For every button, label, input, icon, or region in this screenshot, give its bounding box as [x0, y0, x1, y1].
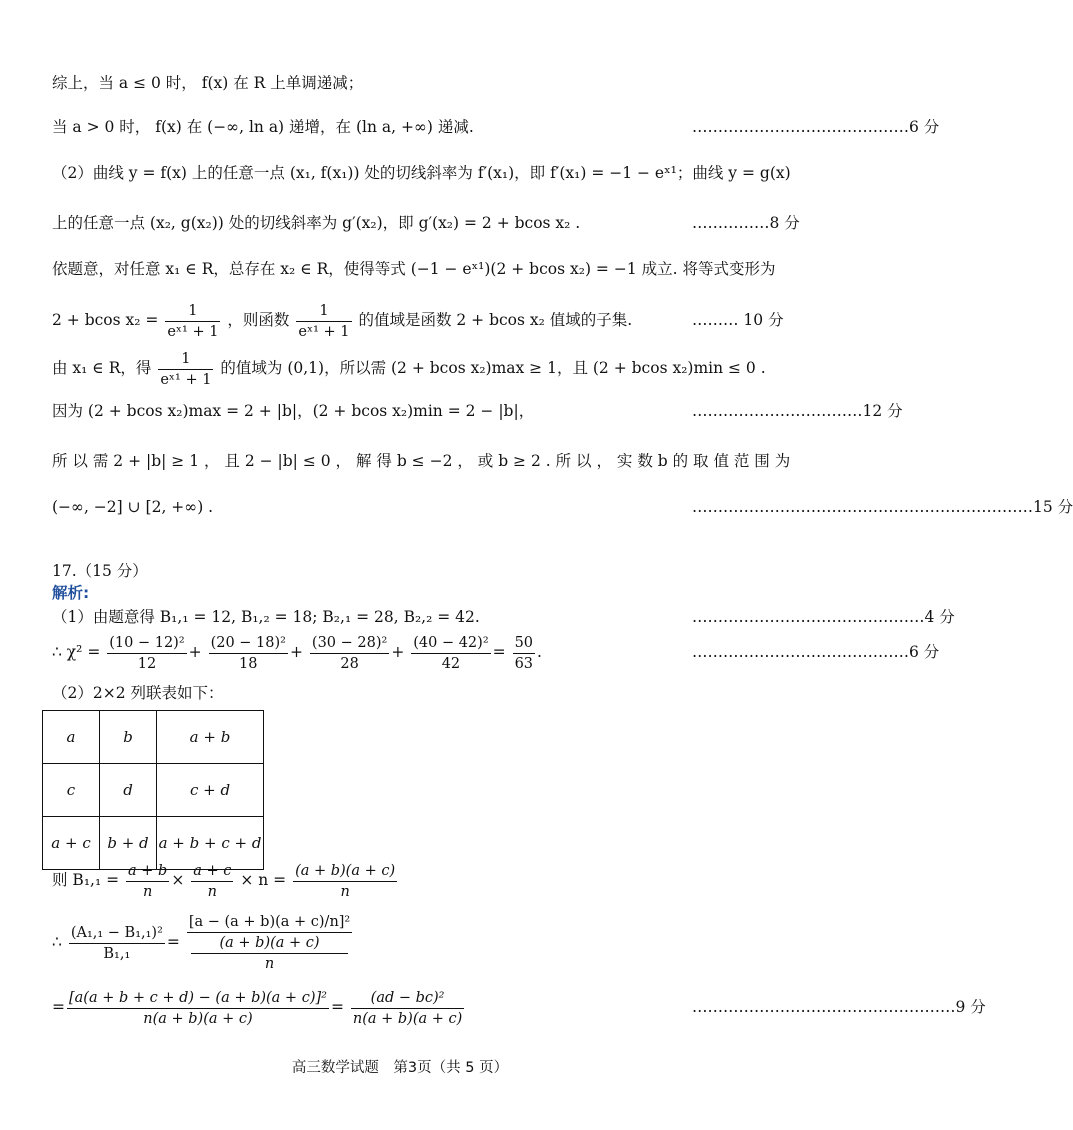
table-row — [43, 764, 264, 817]
frac-num: 1 — [158, 349, 213, 370]
frac-num: a + b — [126, 861, 169, 882]
line-condition: 依题意，对任意 x₁ ∈ R，总存在 x₂ ∈ R，使得等式 (−1 − eˣ¹)(2 + bcos x₂) = −1 成立. 将等式变形为 — [52, 260, 776, 278]
times-n: × n = — [240, 871, 287, 889]
table-cell: b — [100, 711, 157, 764]
line-part2-curve-g — [52, 212, 800, 234]
fraction-1-over-e-3 — [158, 349, 213, 390]
frac-den: eˣ¹ + 1 — [298, 323, 350, 340]
frac-num: (40 − 42)² — [411, 633, 490, 654]
frac-num: (20 − 18)² — [209, 633, 288, 654]
frac-num: (ad − bc)² — [351, 988, 464, 1009]
frac-num: [a(a + b + c + d) − (a + b)(a + c)]² — [67, 988, 329, 1009]
score-6b: ……………………………………6 分 — [692, 643, 940, 661]
frac-num: (A₁,₁ − B₁,₁)² — [69, 923, 165, 944]
line-b11: 则 B₁,₁ = $\frac{a + b}{n}$ × $\frac{a + c}{n}$ × n = $\frac{(a + b)(a + c)}{n}$ — [52, 862, 396, 900]
frac-den: 18 — [239, 655, 258, 672]
line-summary-a-positive — [52, 116, 940, 138]
table-cell: a — [43, 711, 100, 764]
line-mid: ，则函数 — [227, 311, 290, 329]
b11-frac-2 — [191, 861, 233, 902]
table-cell: c — [43, 764, 100, 817]
line-max-min — [52, 400, 903, 422]
ratio-frac — [69, 923, 165, 964]
line-range — [52, 346, 766, 390]
frac-den: B₁,₁ — [103, 945, 131, 962]
frac-num: a + c — [191, 861, 233, 882]
table-cell: d — [100, 764, 157, 817]
chi-term-2 — [209, 633, 288, 674]
frac-num: (10 − 12)² — [107, 633, 186, 654]
big-frac — [187, 912, 352, 974]
frac-num: [a − (a + b)(a + c)/n]² — [187, 912, 352, 933]
score-8: ……………8 分 — [692, 214, 800, 232]
analysis-label: 解析: — [52, 584, 90, 602]
frac-den: n(a + b)(a + c) — [352, 1010, 463, 1027]
line-17-part2: （2）2×2 列联表如下： — [52, 684, 224, 702]
frac-num: (30 − 28)² — [310, 633, 389, 654]
frac-den: n — [340, 883, 350, 900]
frac-den: n — [264, 956, 275, 972]
score-15: …………………………………………………………15 分 — [692, 498, 1073, 516]
frac-den: n — [207, 883, 217, 900]
question-17-header: 17.（15 分） — [52, 562, 148, 580]
frac-den: n(a + b)(a + c) — [143, 1010, 253, 1027]
table-cell: a + b + c + d — [157, 817, 264, 870]
table-cell: c + d — [157, 764, 264, 817]
chi-lhs: ∴ χ² = — [52, 643, 101, 661]
b11-result — [293, 861, 397, 902]
contingency-table — [42, 710, 264, 870]
fraction-1-over-e — [165, 301, 220, 342]
line-text: (−∞, −2] ∪ [2, +∞) . — [52, 498, 214, 516]
line-text: 当 a > 0 时， f(x) 在 (−∞, ln a) 递增，在 (ln a, +∞) 递减. — [52, 118, 474, 136]
line-text: （1）由题意得 B₁,₁ = 12, B₁,₂ = 18; B₂,₁ = 28, B₂,₂ = 42. — [52, 608, 480, 626]
score-4: ………………………………………4 分 — [692, 608, 955, 626]
fraction-1-over-e-2 — [296, 301, 351, 342]
frac-num: (a + b)(a + c) — [191, 933, 348, 954]
line-text: 上的任意一点 (x₂, g(x₂)) 处的切线斜率为 g′(x₂)，即 g′(x₂) = 2 + bcos x₂ . — [52, 214, 581, 232]
frac-den: 42 — [441, 655, 461, 672]
line-final: = $\frac{\text{[a(a + b + c + d) − (a + b)(a + c)]²}}{n(a + b)(a + c)}$ = $\frac{\text{(ad − bc)²}}{n(a + b)(a + c)}$ ……………………………………………9 分 — [52, 984, 466, 1030]
final-frac-1 — [67, 988, 329, 1029]
line-answer-range — [52, 496, 1073, 518]
line-text: 因为 (2 + bcos x₂)max = 2 + |b|，(2 + bcos x₂)min = 2 − |b|， — [52, 402, 535, 420]
frac-den: 12 — [137, 655, 157, 672]
frac-num: 1 — [296, 301, 351, 322]
ze-label: 则 B₁,₁ = — [52, 871, 120, 889]
line-part2-curve-f: （2）曲线 y = f(x) 上的任意一点 (x₁, f(x₁)) 处的切线斜率为 f′(x₁)，即 f′(x₁) = −1 − eˣ¹；曲线 y = g(x) — [52, 164, 791, 182]
table-row — [43, 711, 264, 764]
line-lhs: 2 + bcos x₂ = — [52, 311, 159, 329]
line-transform — [52, 298, 784, 342]
line-solve-b: 所 以 需 2 + |b| ≥ 1 ， 且 2 − |b| ≤ 0 ， 解 得 b ≤ −2 ， 或 b ≥ 2 . 所 以 ， 实 数 b 的 取 值 范 围 为 — [52, 452, 791, 470]
frac-num: 50 — [513, 633, 535, 654]
frac-den: eˣ¹ + 1 — [167, 323, 219, 340]
table-cell: a + c — [43, 817, 100, 870]
chi-term-3 — [310, 633, 389, 674]
line-summary-a-nonpositive: 综上，当 a ≤ 0 时， f(x) 在 R 上单调递减； — [52, 74, 364, 92]
line-17-part1 — [52, 606, 955, 628]
score-6: ……………………………………6 分 — [692, 118, 940, 136]
frac-num: (a + b)(a + c) — [293, 861, 397, 882]
table-cell: b + d — [100, 817, 157, 870]
frac-den: eˣ¹ + 1 — [160, 371, 212, 388]
chi-term-4 — [411, 633, 490, 674]
chi-result — [513, 633, 535, 674]
b11-frac-1 — [126, 861, 169, 902]
frac-den: 63 — [514, 655, 534, 672]
final-frac-2 — [351, 988, 464, 1029]
score-10: ……… 10 分 — [692, 311, 784, 329]
chi-term-1 — [107, 633, 186, 674]
frac-den: 28 — [340, 655, 359, 672]
frac-den: n — [143, 883, 153, 900]
inner-frac — [189, 933, 350, 974]
table-cell: a + b — [157, 711, 264, 764]
line-ratio: ∴ $\frac{\text{(A₁,₁ − B₁,₁)²}}{\text{B₁,₁}}$ = [a − (a + b)(a + c)/n]² (a + b)(a + c) n — [52, 914, 351, 972]
page-footer: 高三数学试题 第3页（共 5 页） — [291, 1060, 509, 1076]
score-12: ……………………………12 分 — [692, 402, 903, 420]
line-text-b: 的值域为 (0,1)，所以需 (2 + bcos x₂)max ≥ 1，且 (2 + bcos x₂)min ≤ 0 . — [220, 359, 766, 377]
frac-num: 1 — [165, 301, 220, 322]
line-chi-square: ∴ χ² = $\frac{\text{(10 − 12)²}}{12}$ + $\frac{\text{(20 − 18)²}}{18}$ + $\frac{\text{(30 − 28)²}}{28}$ + $\frac{\text{(40 − 42)²}}{42}$ = $\frac{50}{63}$ . ……………………………………6 分 — [52, 630, 542, 674]
score-9: ……………………………………………9 分 — [692, 998, 986, 1016]
line-tail: 的值域是函数 2 + bcos x₂ 值域的子集. — [358, 311, 633, 329]
line-text-a: 由 x₁ ∈ R，得 — [52, 359, 152, 377]
therefore-sign: ∴ — [52, 933, 62, 951]
